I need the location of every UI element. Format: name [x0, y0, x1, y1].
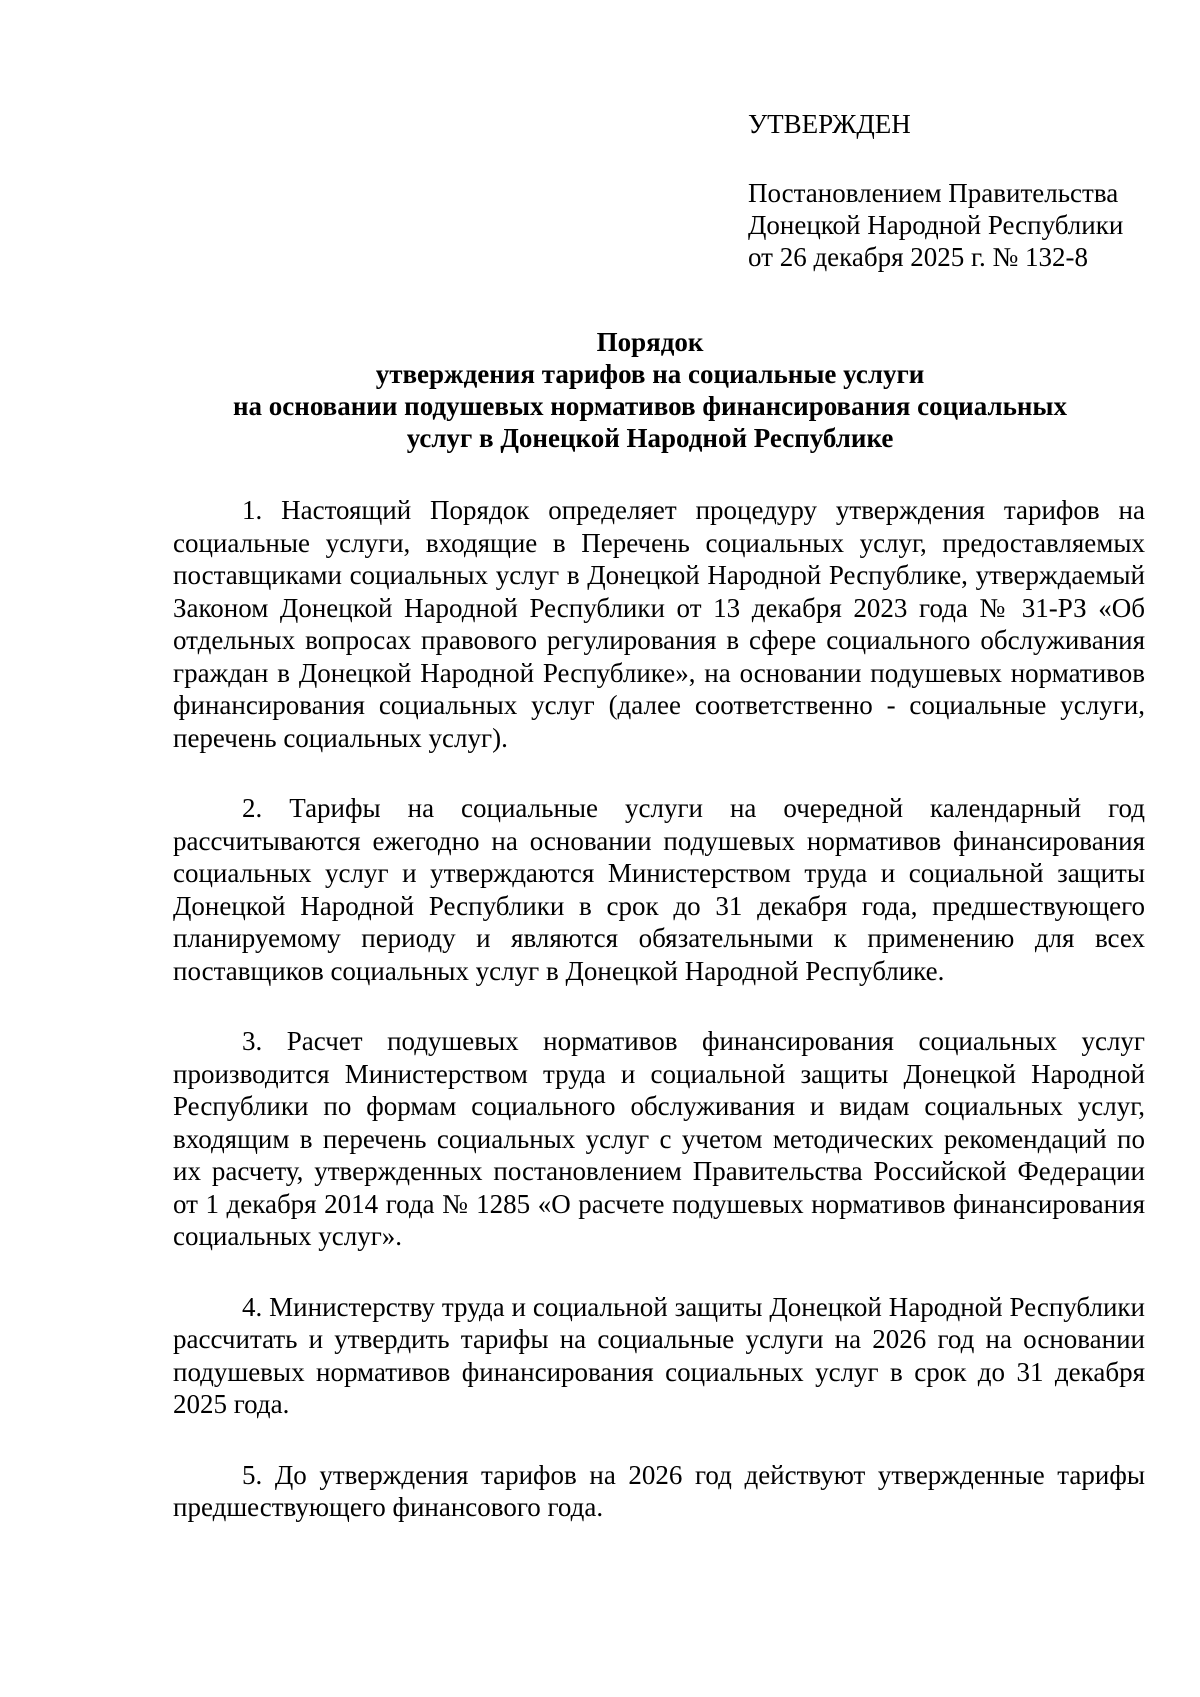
approval-line-2: Донецкой Народной Республики: [748, 210, 1124, 240]
title-line-1: Порядок: [596, 327, 704, 357]
approval-line-3: от 26 декабря 2025 г. № 132-8: [748, 242, 1089, 272]
paragraph-3: 3. Расчет подушевых нормативов финансирования социальных услуг производится Министерством труда и социальной защиты Донецкой Народной Республики по формам социального обслуживания и видам социальных услуг, входящим в перечень социальных услуг с учетом методических рекомендаций по их расчету, утвержденных постановлением Правительства Российской Федерации от 1 декабря 2014 года № 1285 «О расчете подушевых нормативов финансирования социальных услуг».: [173, 1026, 1145, 1251]
approval-line-1: Постановлением Правительства: [748, 178, 1119, 208]
paragraph-1: 1. Настоящий Порядок определяет процедуру утверждения тарифов на социальные услуги, входящие в Перечень социальных услуг, предоставляемых поставщиками социальных услуг в Донецкой Народной Республике, утверждаемый Законом Донецкой Народной Республики от 13 декабря 2023 года № 31-РЗ «Об отдельных вопросах правового регулирования в сфере социального обслуживания граждан в Донецкой Народной Республике», на основании подушевых нормативов финансирования социальных услуг (далее соответственно - социальные услуги, перечень социальных услуг).: [173, 495, 1145, 753]
approval-heading: УТВЕРЖДЕН: [748, 109, 911, 139]
title-line-2: утверждения тарифов на социальные услуги: [375, 359, 925, 389]
document-body: [173, 494, 1145, 1562]
paragraph-4: 4. Министерству труда и социальной защиты Донецкой Народной Республики рассчитать и утвердить тарифы на социальные услуги на 2026 год на основании подушевых нормативов финансирования социальных услуг в срок до 31 декабря 2025 года.: [173, 1291, 1145, 1419]
paragraph-2: 2. Тарифы на социальные услуги на очередной календарный год рассчитываются ежегодно на основании подушевых нормативов финансирования социальных услуг и утверждаются Министерством труда и социальной защиты Донецкой Народной Республики в срок до 31 декабря года, предшествующего планируемому периоду и являются обязательными к применению для всех поставщиков социальных услуг в Донецкой Народной Республике.: [173, 793, 1145, 986]
approval-stamp-block: [748, 108, 1168, 273]
document-title: [160, 326, 1140, 454]
paragraph-5: 5. До утверждения тарифов на 2026 год действуют утвержденные тарифы предшествующего финансового года.: [173, 1459, 1145, 1522]
title-line-4: услуг в Донецкой Народной Республике: [406, 423, 894, 453]
title-line-3: на основании подушевых нормативов финансирования социальных: [232, 391, 1068, 421]
